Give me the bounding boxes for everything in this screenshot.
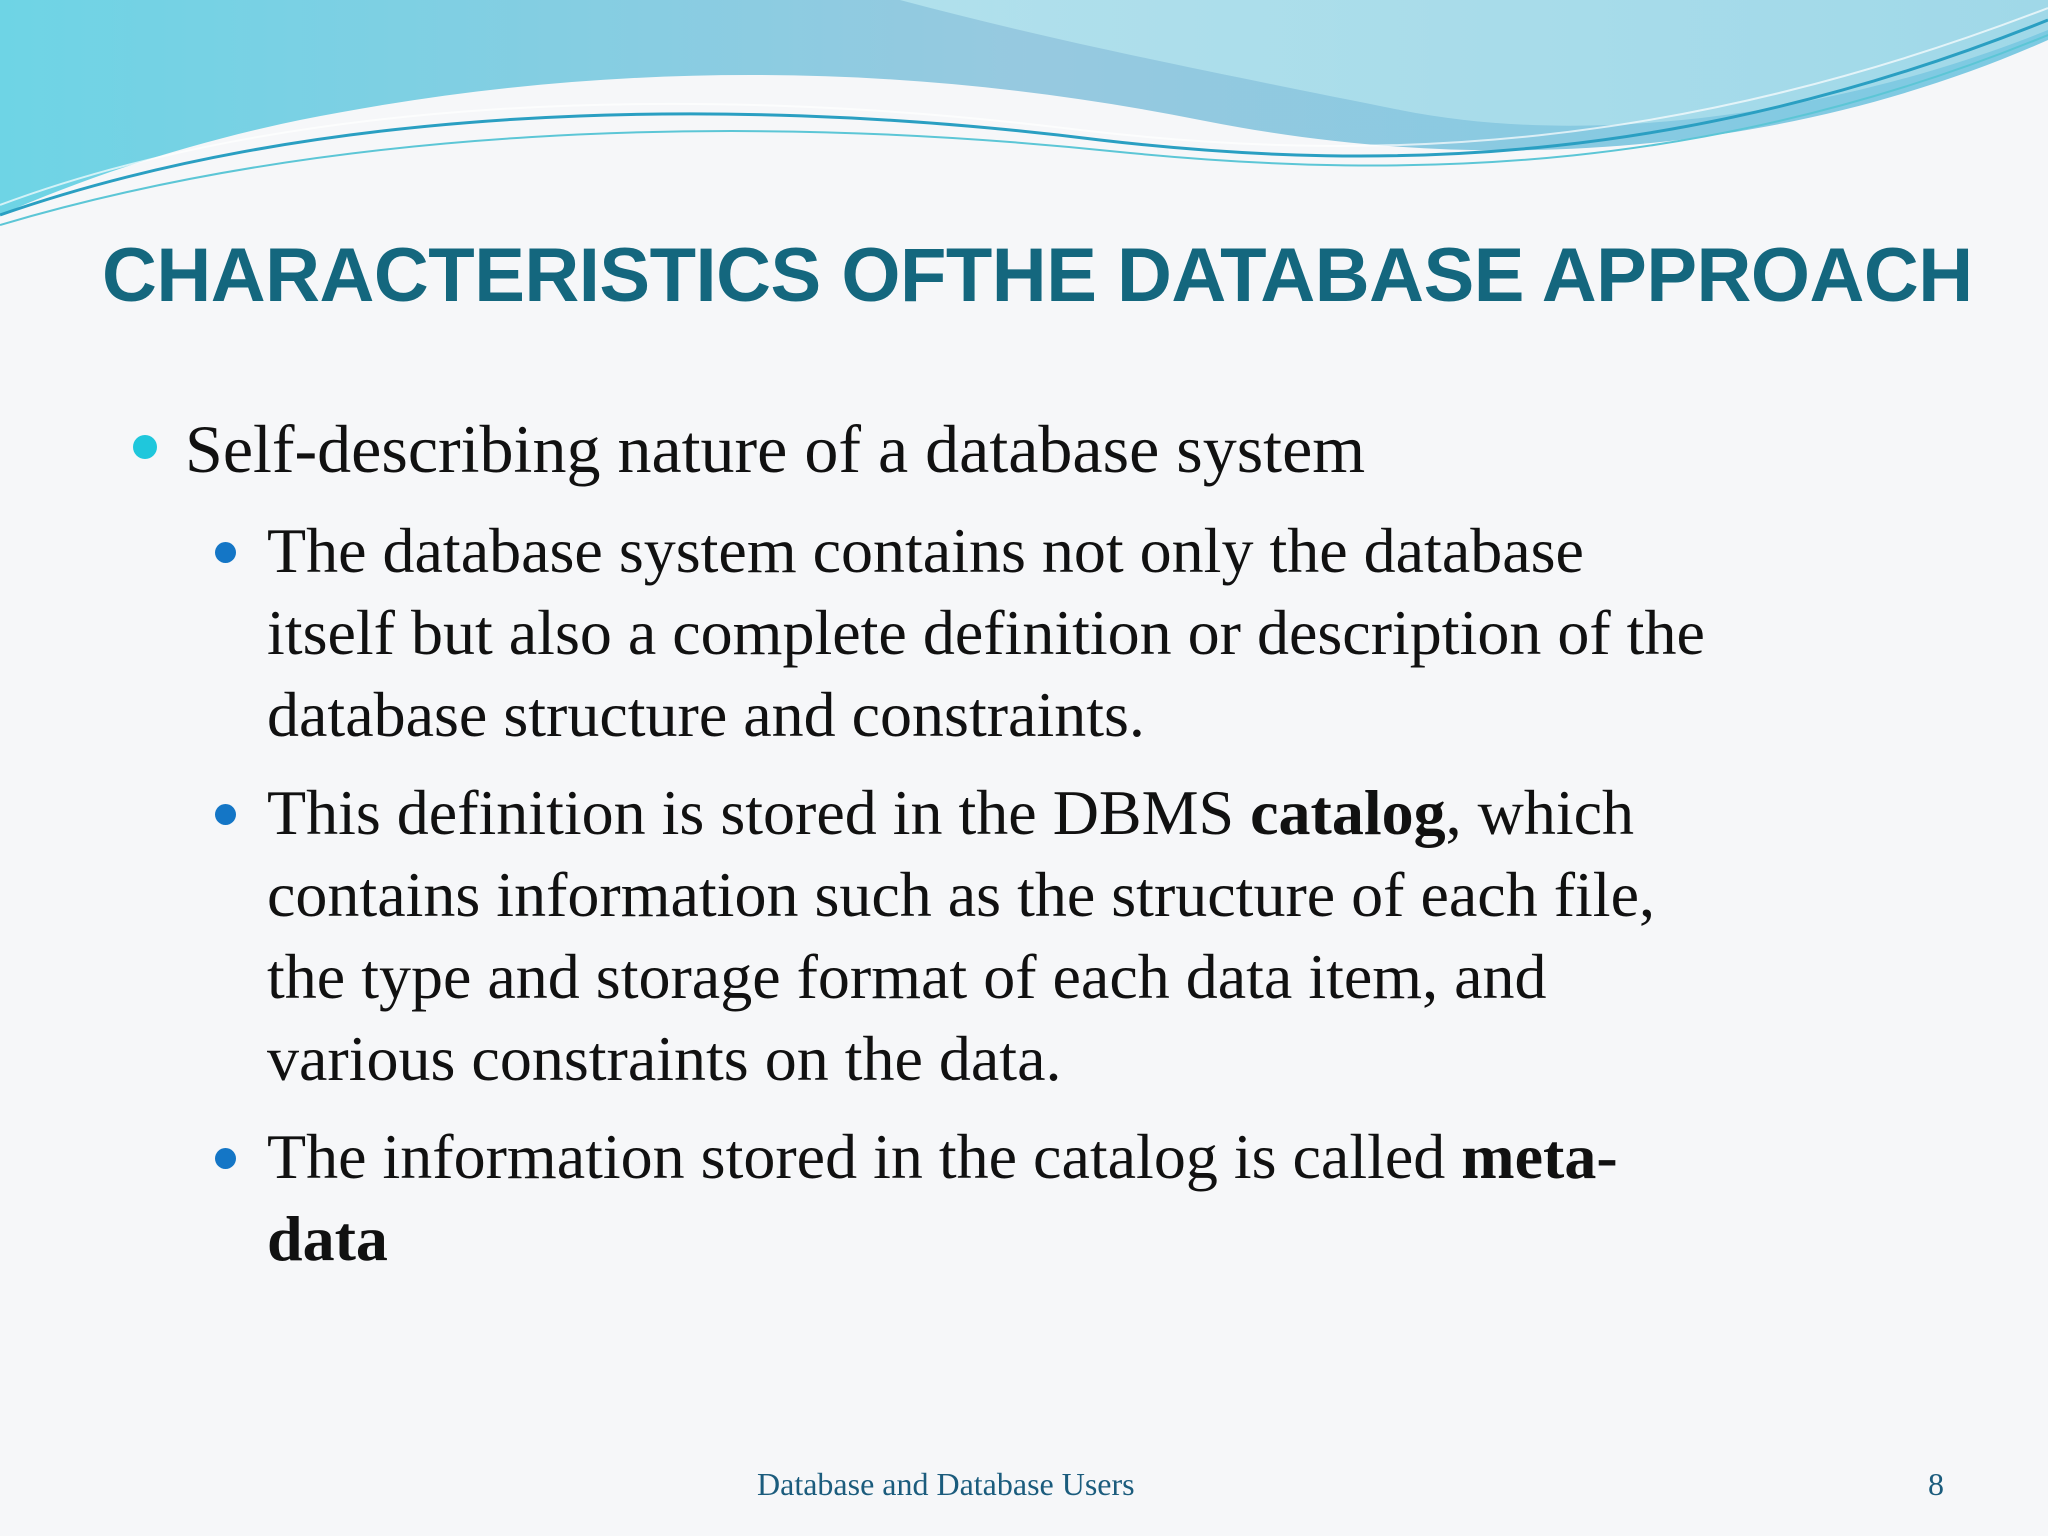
text-line: The database system contains not only the database <box>267 515 1584 586</box>
text-line <box>267 1116 1618 1198</box>
slide-title: CHARACTERISTICS OFTHE DATABASE APPROACH <box>102 233 1973 318</box>
bullet-dot-icon <box>215 542 236 563</box>
sub-bullet-1 <box>267 510 1705 756</box>
bold-term-catalog: catalog <box>1250 777 1446 848</box>
bullet-dot-icon <box>133 435 157 459</box>
bullet-item-level1: Self-describing nature of a database system <box>185 411 1366 487</box>
text-line: the type and storage format of each data item, and <box>267 941 1547 1012</box>
text-line <box>267 1198 1618 1280</box>
bullet-dot-icon <box>215 804 236 825</box>
sub-bullet-3 <box>267 1116 1618 1280</box>
bold-term-data: data <box>267 1203 388 1274</box>
slide-page-number: 8 <box>1928 1466 1944 1502</box>
text-run: This definition is stored in the DBMS <box>267 777 1251 848</box>
slide-footer: Database and Database Users <box>757 1466 1135 1502</box>
text-line: various constraints on the data. <box>267 1023 1062 1094</box>
text-line <box>267 772 1655 854</box>
text-line: itself but also a complete definition or description of the <box>267 597 1705 668</box>
text-run: The information stored in the catalog is called <box>267 1121 1462 1192</box>
bullet-dot-icon <box>215 1148 236 1169</box>
text-line: database structure and constraints. <box>267 679 1145 750</box>
header-wave-decoration <box>0 0 2048 260</box>
sub-bullet-2 <box>267 772 1655 1100</box>
text-line: contains information such as the structure of each file, <box>267 859 1655 930</box>
text-run: , which <box>1445 777 1634 848</box>
bold-term-meta: meta- <box>1461 1121 1618 1192</box>
